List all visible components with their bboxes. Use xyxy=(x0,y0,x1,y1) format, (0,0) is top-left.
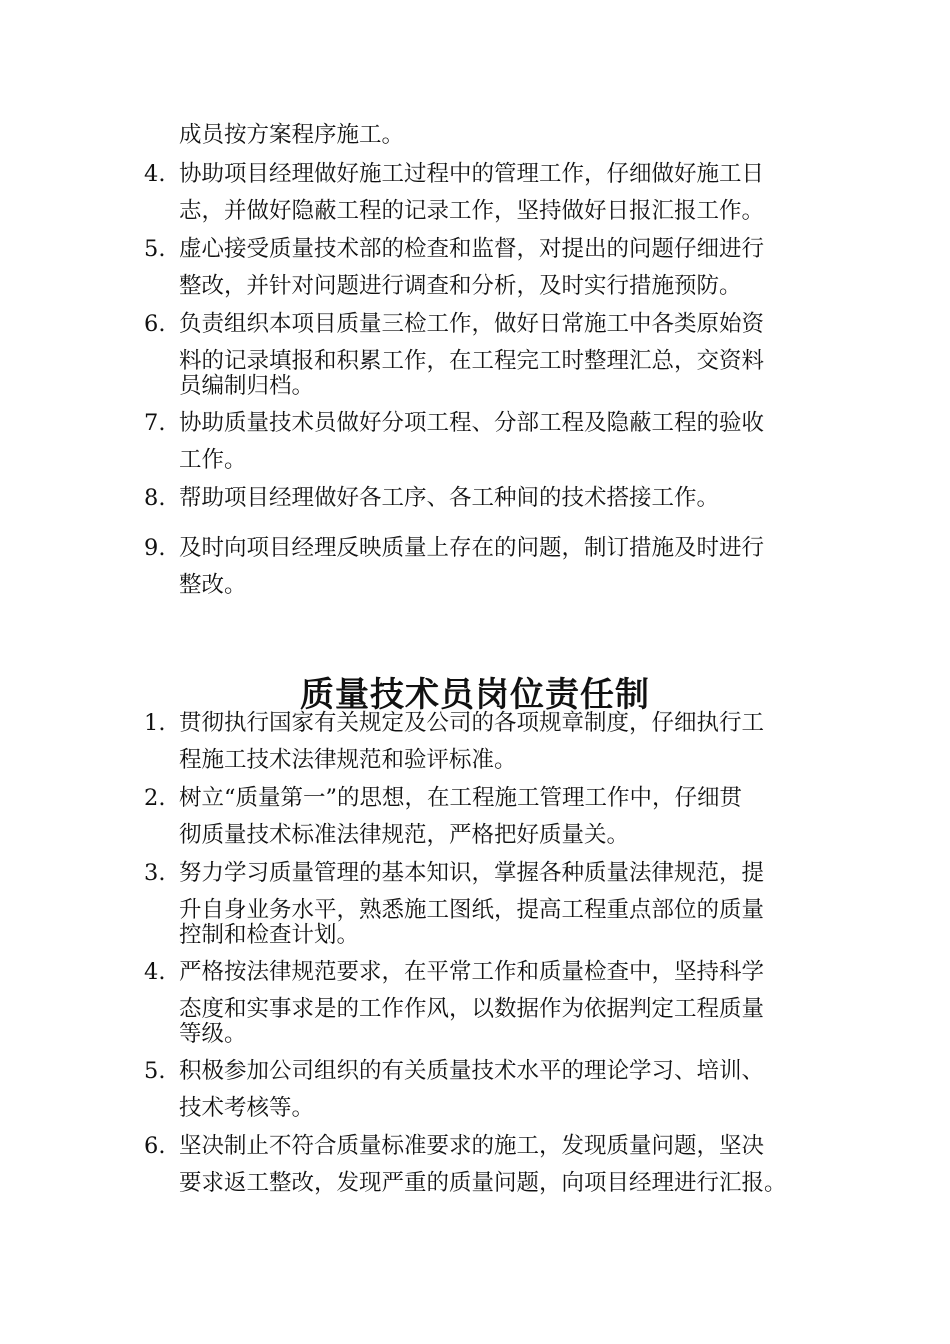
item-number: 1. xyxy=(144,710,166,736)
item-text: 控制和检查计划。 xyxy=(179,922,360,948)
item-text: 等级。 xyxy=(179,1021,247,1047)
item-number: 3. xyxy=(144,860,166,886)
item-text: 程施工技术法律规范和验评标准。 xyxy=(179,747,517,773)
item-text: 树立“质量第一”的思想，在工程施工管理工作中，仔细贯 xyxy=(179,785,743,811)
item-text: 要求返工整改，发现严重的质量问题，向项目经理进行汇报。 xyxy=(179,1170,787,1196)
item-text: 坚决制止不符合质量标准要求的施工，发现质量问题，坚决 xyxy=(179,1133,765,1159)
item-text: 虚心接受质量技术部的检查和监督，对提出的问题仔细进行 xyxy=(179,236,765,262)
section-title: 质量技术员岗位责任制 xyxy=(300,674,650,715)
item-text: 料的记录填报和积累工作，在工程完工时整理汇总，交资料 xyxy=(179,348,765,374)
item-text: 整改。 xyxy=(179,572,247,598)
item-text: 积极参加公司组织的有关质量技术水平的理论学习、培训、 xyxy=(179,1058,765,1084)
item-text: 工作。 xyxy=(179,447,247,473)
item-number: 8. xyxy=(144,485,166,511)
item-number: 2. xyxy=(144,785,166,811)
item-text: 志，并做好隐蔽工程的记录工作，坚持做好日报汇报工作。 xyxy=(179,198,765,224)
item-number: 5. xyxy=(144,236,166,262)
item-text: 协助质量技术员做好分项工程、分部工程及隐蔽工程的验收 xyxy=(179,410,765,436)
item-text: 员编制归档。 xyxy=(179,373,315,399)
item-number: 9. xyxy=(144,535,166,561)
item-number: 4. xyxy=(144,959,166,985)
item-text: 升自身业务水平，熟悉施工图纸，提高工程重点部位的质量 xyxy=(179,897,765,923)
item-text: 帮助项目经理做好各工序、各工种间的技术搭接工作。 xyxy=(179,485,720,511)
item-text: 严格按法律规范要求，在平常工作和质量检查中，坚持科学 xyxy=(179,959,765,985)
continuation-line: 成员按方案程序施工。 xyxy=(179,122,405,148)
item-text: 彻质量技术标准法律规范，严格把好质量关。 xyxy=(179,822,630,848)
item-number: 7. xyxy=(144,410,166,436)
item-text: 及时向项目经理反映质量上存在的问题，制订措施及时进行 xyxy=(179,535,765,561)
item-text: 努力学习质量管理的基本知识，掌握各种质量法律规范，提 xyxy=(179,860,765,886)
item-text: 负责组织本项目质量三检工作，做好日常施工中各类原始资 xyxy=(179,311,765,337)
item-text: 技术考核等。 xyxy=(179,1095,315,1121)
item-text: 态度和实事求是的工作作风，以数据作为依据判定工程质量 xyxy=(179,996,765,1022)
item-text: 整改，并针对问题进行调查和分析，及时实行措施预防。 xyxy=(179,273,742,299)
item-number: 4. xyxy=(144,161,166,187)
item-text: 协助项目经理做好施工过程中的管理工作，仔细做好施工日 xyxy=(179,161,765,187)
item-number: 6. xyxy=(144,1133,166,1159)
item-number: 6. xyxy=(144,311,166,337)
item-text: 贯彻执行国家有关规定及公司的各项规章制度，仔细执行工 xyxy=(179,710,765,736)
item-number: 5. xyxy=(144,1058,166,1084)
